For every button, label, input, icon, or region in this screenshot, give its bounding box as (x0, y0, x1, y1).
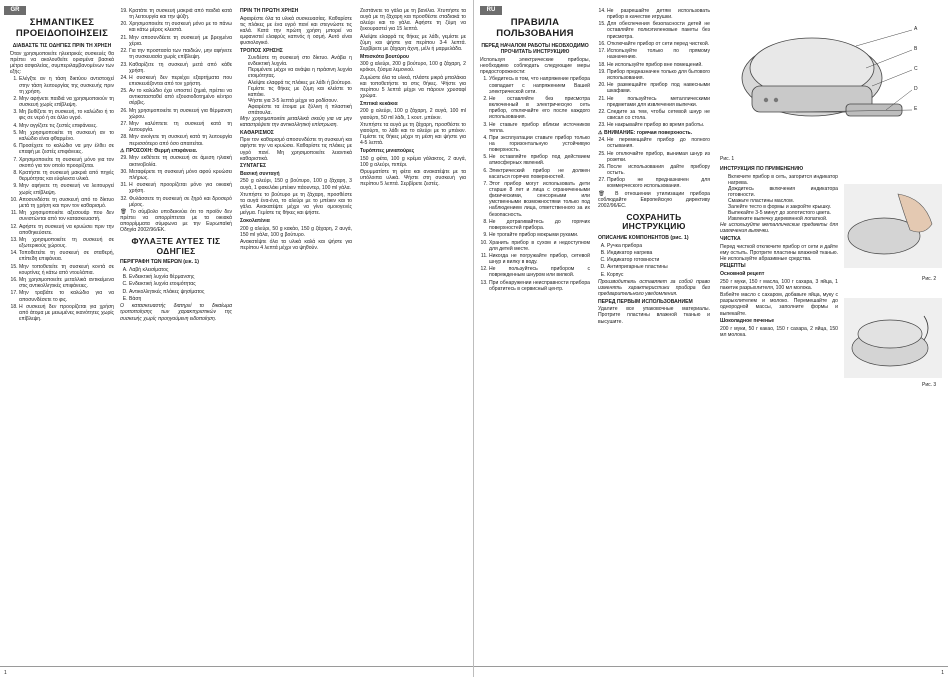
list-item: 13. Μη χρησιμοποιείτε τη συσκευή σε εξωτερικούς χώρους. (19, 237, 114, 249)
list-item: 19. Прибор предназначен только для бытового использования. (607, 69, 710, 81)
list-item: 16. Отключайте прибор от сети перед чисткой. (607, 41, 710, 47)
figure-3-caption: Рис. 3 (922, 382, 937, 388)
warning-triangle-icon: ⚠ (598, 129, 603, 136)
left-footer (0, 666, 474, 677)
list-item: 31. Η συσκευή προορίζεται μόνο για οικιακή χρήση. (129, 182, 232, 194)
gr-usage-title: ΤΡΟΠΟΣ ΧΡΗΣΗΣ (240, 47, 283, 54)
ru-usage-hint: Не используйте металлические предметы для извлечения выпечки. (720, 222, 838, 235)
gr-recipe-4-title: Σπιτικά κεκάκια (360, 100, 398, 107)
marker-d: D (914, 86, 918, 92)
ru-recycle-note: 🗑 В отношении утилизации прибора соблюдайте Европейскую директиву 2002/96/EC. (598, 190, 710, 209)
list-item: 14. Τοποθετείτε τη συσκευή σε σταθερή, επίπεδη επιφάνεια. (19, 250, 114, 262)
list-item: • Смажьте пластины маслом. (728, 198, 838, 204)
ru-recipe-2-ingredients: 200 г муки, 50 г какао, 150 г сахара, 2 яйца, 150 мл молока. (720, 325, 838, 338)
ru-cleaning-title: ЧИСТКА (720, 236, 741, 243)
list-item: 15. Для обеспечения безопасности детей не оставляйте полиэтиленовые пакеты без присмотра. (607, 21, 710, 39)
list-item: 4. При эксплуатации ставьте прибор только на горизонтальную устойчивую поверхность. (489, 135, 590, 153)
ru-recipe-2-title: Шоколадное печенье (720, 318, 775, 325)
list-item: 10. Αποσυνδέστε τη συσκευή από το δίκτυο μετά τη χρήση και πριν τον καθαρισμό. (19, 197, 114, 209)
list-item: 2. Не оставляйте без присмотра включенный в электрическую сеть прибор, отключайте его после каждого использования. (489, 96, 590, 120)
list-item: • Залейте тесто в формы и закройте крышку. (728, 204, 838, 210)
ru-parts-title: ОПИСАНИЕ КОМПОНЕНТОВ (рис. 1) (598, 234, 689, 241)
list-item: 23. Καθαρίζετε τη συσκευή μετά από κάθε χρήση. (129, 62, 232, 74)
list-item: 23. Не накрывайте прибор во время работы. (607, 122, 710, 128)
list-item: • Γεμίστε τις θήκες με ζύμη και κλείστε το καπάκι. (248, 86, 352, 98)
ru-manufacturer-note: Производитель оставляет за собой право изменять характеристики прибора без предварительного уведомления. (598, 278, 710, 298)
list-item: • Συνδέστε τη συσκευή στο δίκτυο. Ανάβει η ενδεικτική λυχνία. (248, 55, 352, 67)
gr-recipe-2-ingredients: 200 g αλεύρι, 50 g κακάο, 150 g ζάχαρη, 2 αυγά, 150 ml γάλα, 100 g βούτυρο. (240, 225, 352, 238)
ru-safety-list-cont-2 (598, 137, 710, 189)
gr-title: ΣΗΜΑΝΤΙΚΕΣ ΠΡΟΕΙΔΟΠΟΙΗΣΕΙΣ (15, 17, 109, 39)
list-item: D. Αντικολλητικές πλάκες ψησίματος (129, 289, 232, 295)
list-item: 9. Μην αφήνετε τη συσκευή να λειτουργεί χωρίς επίβλεψη. (19, 183, 114, 195)
gr-keep-instructions-title: ΦΥΛΑΞΤΕ ΑΥΤΕΣ ΤΙΣ ΟΔΗΓΙΕΣ (131, 236, 221, 256)
gr-recipe-3-method: Ζυμώστε όλα τα υλικά, πλάστε μικρά μπαλάκια και τοποθετήστε τα στις θήκες. Ψήστε για περίπου 5 λεπτά μέχρι να πάρουν χρυσαφί χρώμα. (360, 74, 466, 100)
list-item: 7. Χρησιμοποιείτε τη συσκευή μόνο για τον σκοπό για τον οποίο προορίζεται. (19, 157, 114, 169)
language-tab-ru: RU (480, 6, 502, 15)
list-item: 27. Прибор не предназначен для коммерческого использования. (607, 177, 710, 189)
list-item: A. Λαβή κλεισίματος (129, 267, 232, 273)
ru-first-use-title: ПЕРЕД ПЕРВЫМ ИСПОЛЬЗОВАНИЕМ (598, 298, 693, 305)
list-item: 25. Αν το καλώδιο έχει υποστεί ζημιά, πρέπει να αντικατασταθεί από εξουσιοδοτημένο κέντρο σέρβις. (129, 88, 232, 106)
list-item: 11. Никогда не погружайте прибор, сетевой шнур и вилку в воду. (489, 253, 590, 265)
gr-recipe-3-ingredients: 300 g αλεύρι, 200 g βούτυρο, 100 g ζάχαρη, 2 κρόκοι, ξύσμα λεμονιού. (360, 61, 466, 74)
gr-parts-list (120, 267, 232, 302)
ru-parts-list (598, 243, 710, 278)
list-item: 9. Не трогайте прибор мокрыми руками. (489, 232, 590, 238)
list-item: 4. Μην αγγίζετε τις ζεστές επιφάνειες. (19, 123, 114, 129)
list-item: 2. Μην αφήνετε παιδιά να χρησιμοποιούν τη συσκευή χωρίς επίβλεψη. (19, 96, 114, 108)
ru-cleaning-text: Перед чисткой отключите прибор от сети и дайте ему остыть. Протрите пластины влажной тканью. Не используйте абразивные средства. (720, 243, 838, 262)
list-item: A. Ручка прибора (607, 243, 710, 249)
ru-recipe-1-title: Основной рецепт (720, 271, 765, 277)
list-item: 3. Не ставьте прибор вблизи источников тепла. (489, 122, 590, 134)
list-item: D. Антипригарные пластины (607, 264, 710, 270)
list-item: 24. Η συσκευή δεν περιέχει εξαρτήματα που επισκευάζονται από τον χρήστη. (129, 75, 232, 87)
marker-a: A (914, 26, 918, 32)
list-item: 12. Не пользуйтесь прибором с поврежденным шнуром или вилкой. (489, 266, 590, 278)
list-item: C. Ενδεικτική λυχνία ετοιμότητας (129, 281, 232, 287)
ru-column-3 (718, 8, 944, 663)
ru-safety-list (480, 76, 590, 291)
ru-first-use-text: Удалите все упаковочные материалы. Протрите пластины влажной тканью и высушите. (598, 306, 710, 325)
list-item: • Извлеките выпечку деревянной лопаткой. (728, 216, 838, 222)
list-item: 21. Не пользуйтесь металлическими предметами для извлечения выпечки. (607, 96, 710, 108)
ru-usage-block (720, 166, 838, 606)
list-item: 26. Μη χρησιμοποιείτε τη συσκευή για θέρμανση χώρου. (129, 108, 232, 120)
gr-recipe-3-title: Μπισκότα βουτύρου (360, 53, 410, 60)
ru-title: ПРАВИЛА ПОЛЬЗОВАНИЯ (496, 17, 574, 39)
list-item: • Περιμένετε μέχρι να ανάψει η πράσινη λυχνία ετοιμότητας. (248, 67, 352, 79)
gr-safety-list (10, 76, 114, 322)
list-item: 30. Μεταφέρετε τη συσκευή μόνο αφού κρυώσει πλήρως. (129, 169, 232, 181)
figure-3-illustration (844, 298, 942, 378)
ru-lead: Используя электрические приборы, необходимо соблюдать следующие меры предосторожности: (480, 56, 590, 75)
gr-cleaning-text: Πριν τον καθαρισμό αποσυνδέστε τη συσκευή και αφήστε την να κρυώσει. Καθαρίστε τις πλάκες με υγρό πανί. Μη χρησιμοποιείτε λειαντικά καθαριστικά. (240, 137, 352, 162)
gr-recipe-4-method: Χτυπήστε τα αυγά με τη ζάχαρη, προσθέστε το γιαούρτι, το λάδι και το αλεύρι με το μπέικιν. Γεμίστε τις θήκες μέχρι τη μέση και ψήστε για 4-5 λεπτά. (360, 122, 466, 147)
gr-manufacturer-note: Ο κατασκευαστής διατηρεί το δικαίωμα τροποποίησης των χαρακτηριστικών της συσκευής χωρίς προηγούμενη ειδοποίηση. (120, 303, 232, 322)
list-item: 13. При обнаружении неисправности прибора обратитесь в сервисный центр. (489, 280, 590, 292)
ru-recipes-title: РЕЦЕПТЫ (720, 263, 746, 270)
list-item: 6. Προσέχετε το καλώδιο να μην έλθει σε επαφή με ζεστές επιφάνειες. (19, 143, 114, 155)
gr-recipe-1-title: Βασική συνταγή (240, 170, 280, 177)
list-item: 16. Μη χρησιμοποιείτε μεταλλικά αντικείμενα στις αντικολλητικές επιφάνειες. (19, 277, 114, 289)
list-item: 17. Используйте только по прямому назначению. (607, 48, 710, 60)
gr-recipe-1-ingredients: 250 g αλεύρι, 150 g βούτυρο, 100 g ζάχαρη, 3 αυγά, 1 φακελάκι μπέικιν πάουντερ, 100 ml γάλα. (240, 178, 352, 191)
list-item: C. Индикатор готовности (607, 257, 710, 263)
list-item: 17. Μην τραβάτε το καλώδιο για να αποσυνδέσετε το φις. (19, 290, 114, 302)
list-item: 1. Убедитесь в том, что напряжение прибора совпадает с напряжением Вашей электрической сети. (489, 76, 590, 94)
ru-safety-list-cont (598, 8, 710, 128)
left-page-number: 1 (4, 670, 7, 676)
gr-recipe-2-title: Σοκολατένια (240, 218, 270, 224)
gr-recipe-4-ingredients: 200 g αλεύρι, 100 g ζάχαρη, 2 αυγά, 100 ml γιαούρτι, 50 ml λάδι, 1 κουτ. μπέικιν. (360, 108, 466, 121)
list-item: E. Βάση (129, 296, 232, 302)
figure-2-caption: Рис. 2 (922, 276, 937, 282)
list-item: B. Индикатор нагрева (607, 250, 710, 256)
gr-before-first-use-title: ΠΡΙΝ ΤΗ ΠΡΩΤΗ ΧΡΗΣΗ (240, 8, 299, 14)
list-item: 3. Μη βυθίζετε τη συσκευή, το καλώδιο ή το φις σε νερό ή σε άλλο υγρό. (19, 109, 114, 121)
ru-keep-instructions-title: СОХРАНИТЬ ИНСТРУКЦИЮ (622, 211, 686, 232)
list-item: 20. Χρησιμοποιείτε τη συσκευή μόνο με το πάνω και κάτω μέρος κλειστά. (129, 21, 232, 33)
gr-usage-list (240, 55, 352, 116)
list-item: • Дождитесь включения индикатора готовности. (728, 186, 838, 198)
right-footer (474, 666, 948, 677)
list-item: • Ψήστε για 3-5 λεπτά μέχρι να ροδίσουν. (248, 98, 352, 104)
marker-e: E (914, 106, 918, 112)
list-item: 27. Μην καλύπτετε τη συσκευή κατά τη λειτουργία. (129, 121, 232, 133)
list-item: 22. Για την προστασία των παιδιών, μην αφήνετε τη συσκευασία χωρίς επίβλεψη. (129, 48, 232, 60)
list-item: B. Ενδεικτική λυχνία θέρμανσης (129, 274, 232, 280)
list-item: 22. Следите за тем, чтобы сетевой шнур не свисал со стола. (607, 109, 710, 121)
gr-safety-list-cont-2 (120, 155, 232, 207)
list-item: 8. Κρατήστε τη συσκευή μακριά από πηγές θερμότητας και εύφλεκτα υλικά. (19, 170, 114, 182)
gr-safety-list-cont (120, 8, 232, 147)
list-item: 18. Не используйте прибор вне помещений. (607, 62, 710, 68)
gr-text-2: Αλείψτε ελαφρά τις θήκες με λάδι, γεμίστε με ζύμη και ψήστε για περίπου 3-4 λεπτά. Σερβίρετε με ζάχαρη άχνη, μέλι ή μαρμελάδα. (360, 33, 466, 53)
list-item: • Αλείψτε ελαφρά τις πλάκες με λάδι ή βούτυρο. (248, 80, 352, 86)
marker-b: B (914, 46, 918, 52)
list-item: 15. Μην τοποθετείτε τη συσκευή κοντά σε κουρτίνες ή κάτω από ντουλάπια. (19, 264, 114, 276)
gr-recipe-1-method: Χτυπήστε το βούτυρο με τη ζάχαρη, προσθέστε τα αυγά ένα-ένα, το αλεύρι με το μπέικιν και το γάλα. Ανακατέψτε μέχρι να γίνει ομοιογενές μείγμα. Γεμίστε τις θήκες και ψήστε. (240, 192, 352, 217)
list-item: 28. Μην ανοίγετε τη συσκευή κατά τη λειτουργία περισσότερο από όσο απαιτείται. (129, 134, 232, 146)
gr-recipe-5-title: Τυρόπιτες μινιατούρες (360, 147, 415, 154)
right-page-number: 1 (941, 670, 944, 676)
list-item: • Αφαιρέστε τα έτοιμα με ξύλινη ή πλαστική σπάτουλα. (248, 104, 352, 116)
crossed-bin-icon: 🗑 (598, 190, 610, 197)
list-item: 24. Не перемещайте прибор до полного остывания. (607, 137, 710, 149)
gr-column-3 (240, 8, 352, 663)
list-item: 19. Κρατάτε τη συσκευή μακριά από παιδιά κατά τη λειτουργία και την ψύξη. (129, 8, 232, 20)
list-item: 5. Не оставляйте прибор под действием атмосферных явлений. (489, 154, 590, 166)
ru-recipe-1-ingredients: 250 г муки, 150 г масла, 100 г сахара, 3 яйца, 1 пакетик разрыхлителя, 100 мл молока. (720, 278, 838, 291)
gr-cleaning-title: ΚΑΘΑΡΙΣΜΟΣ (240, 129, 274, 136)
list-item: 11. Μη χρησιμοποιείτε αξεσουάρ που δεν συνιστώνται από τον κατασκευαστή. (19, 210, 114, 222)
ru-column-1 (480, 8, 590, 663)
gr-recipes-title: ΣΥΝΤΑΓΕΣ (240, 163, 267, 170)
gr-column-1 (10, 8, 114, 663)
gr-recipe-2-method: Ανακατέψτε όλα τα υλικά καλά και ψήστε για περίπου 4 λεπτά μέχρι να ψηθούν. (240, 239, 352, 252)
right-page (474, 0, 948, 677)
ru-recipe-1-method: Взбейте масло с сахаром, добавьте яйца, муку с разрыхлителем и молоко. Перемешайте до однородной массы, заполните формы и выпекайте. (720, 292, 838, 317)
list-item: 21. Μην αποσυνδέετε τη συσκευή με βρεγμένα χέρια. (129, 35, 232, 47)
list-item: • Выпекайте 3-5 минут до золотистого цвета. (728, 210, 838, 216)
list-item: 10. Хранить прибор в сухом и недоступном для детей месте. (489, 240, 590, 252)
list-item: E. Корпус (607, 272, 710, 278)
ru-hot-surface-warning: ⚠ ВНИМАНИЕ: горячая поверхность. (598, 129, 693, 136)
gr-recycle-note: 🗑 Το σύμβολο υποδεικνύει ότι το προϊόν δεν πρέπει να απορρίπτεται με τα οικιακά απορρίμματα σύμφωνα με την Ευρωπαϊκή Οδηγία 2002/96/ΕΚ. (120, 208, 232, 234)
list-item: 7. Этот прибор могут использовать дети старше 8 лет и лица с ограниченными физическими, сенсорными или умственными возможностями только под наблюдением лица, ответственного за их безопасность. (489, 181, 590, 218)
list-item: 20. Не размещайте прибор под навесными шкафами. (607, 82, 710, 94)
list-item: 18. Η συσκευή δεν προορίζεται για χρήση από άτομα με μειωμένες ικανότητες χωρίς επίβλεψη. (19, 304, 114, 322)
list-item: 29. Μην εκθέτετε τη συσκευή σε άμεση ηλιακή ακτινοβολία. (129, 155, 232, 167)
gr-column-4 (360, 8, 466, 663)
list-item: 25. Не отключайте прибор, вынимая шнур из розетки. (607, 151, 710, 163)
gr-recipe-5-ingredients: 150 g φέτα, 100 g κρέμα γάλακτος, 2 αυγά, 100 g αλεύρι, πιπέρι. (360, 155, 466, 168)
gr-lead: Όταν χρησιμοποιείτε ηλεκτρικές συσκευές θα πρέπει να ακολουθείτε ορισμένα βασικά μέτρα ασφαλείας, συμπεριλαμβανομένων των εξής: (10, 50, 114, 75)
marker-c: C (914, 66, 918, 72)
gr-before-first-use-text: Αφαιρέστε όλα τα υλικά συσκευασίας. Καθαρίστε τις πλάκες με ένα υγρό πανί και στεγνώστε τις καλά. Κατά την πρώτη χρήση μπορεί να εμφανιστεί ελαφρύς καπνός ή οσμή. Αυτό είναι φυσιολογικό. (240, 15, 352, 46)
gr-column-2 (120, 8, 232, 663)
list-item: 1. Ελέγξτε αν η τάση δικτύου αντιστοιχεί στην τάση λειτουργίας της συσκευής πριν τη χρήση. (19, 76, 114, 94)
list-item: 6. Электрический прибор не должен касаться горячих поверхностей. (489, 168, 590, 180)
list-item: 12. Αφήστε τη συσκευή να κρυώσει πριν την αποθηκεύσετε. (19, 224, 114, 236)
gr-hot-surface-warning: ⚠ ΠΡΟΣΟΧΗ: Θερμή επιφάνεια. (120, 147, 198, 154)
gr-usage-hint: Μην χρησιμοποιείτε μεταλλικά σκεύη για να μην καταστρέψετε την αντικολλητική επίστρωση. (240, 116, 352, 129)
list-item: • Включите прибор в сеть, загорится индикатор нагрева. (728, 174, 838, 186)
ru-usage-title: ИНСТРУКЦИЯ ПО ПРИМЕНЕНИЮ (720, 166, 804, 172)
list-item: 5. Μη χρησιμοποιείτε τη συσκευή αν το καλώδιο είναι φθαρμένο. (19, 130, 114, 142)
list-item: 14. Не разрешайте детям использовать прибор в качестве игрушки. (607, 8, 710, 20)
figure-1-appliance-illustration (736, 16, 918, 148)
ru-usage-list (720, 174, 838, 223)
list-item: 32. Φυλάσσετε τη συσκευή σε ξηρό και δροσερό μέρος. (129, 196, 232, 208)
gr-parts-title: ΠΕΡΙΓΡΑΦΗ ΤΩΝ ΜΕΡΩΝ (εικ. 1) (120, 259, 199, 266)
ru-column-2 (598, 8, 710, 663)
list-item: 26. После использования дайте прибору остыть. (607, 164, 710, 176)
crossed-bin-icon: 🗑 (120, 208, 128, 215)
figure-2-illustration (844, 184, 942, 268)
list-item: 8. Не дотрагивайтесь до горячих поверхностей прибора. (489, 219, 590, 231)
language-tab-gr: GR (4, 6, 26, 15)
ru-intro: ПЕРЕД НАЧАЛОМ РАБОТЫ НЕОБХОДИМО ПРОЧИТАТЬ ИНСТРУКЦИЮ (481, 43, 589, 56)
warning-triangle-icon: ⚠ (120, 147, 125, 154)
figure-1-caption: Рис. 1 (720, 156, 735, 162)
gr-recipe-5-method: Θρυμματίστε τη φέτα και ανακατέψτε με τα υπόλοιπα υλικά. Ψήστε στη συσκευή για περίπου 5 λεπτά. Σερβίρετε ζεστές. (360, 169, 466, 188)
gr-intro: ΔΙΑΒΑΣΤΕ ΤΙΣ ΟΔΗΓΙΕΣ ΠΡΙΝ ΤΗ ΧΡΗΣΗ (12, 43, 112, 49)
gr-text-1: Ζεστάνετε το γάλα με τη βανίλια. Χτυπήστε τα αυγά με τη ζάχαρη και προσθέστε σταδιακά το αλεύρι και το γάλα. Αφήστε τη ζύμη να ξεκουραστεί για 15 λεπτά. (360, 8, 466, 33)
